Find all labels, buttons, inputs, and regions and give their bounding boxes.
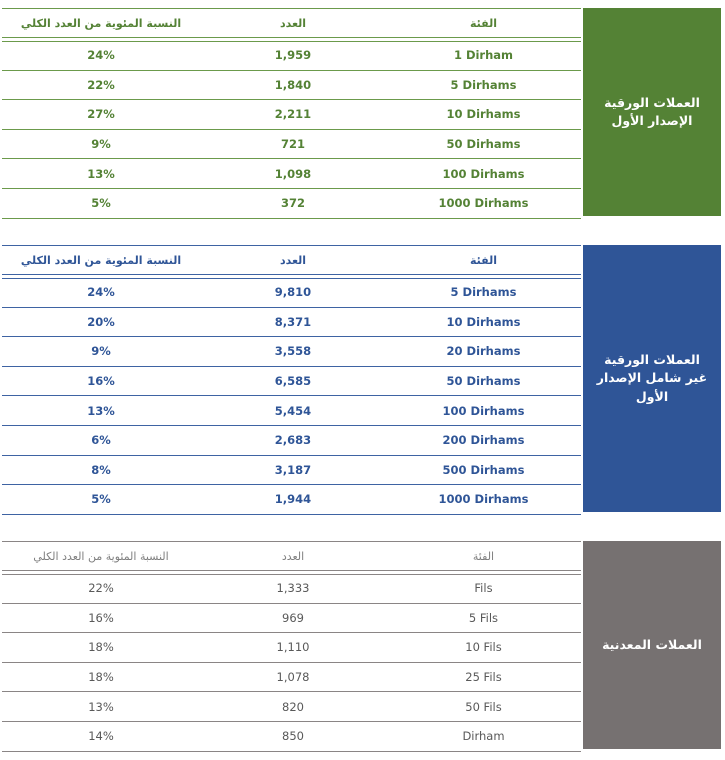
cell-percent: 8% [91,462,111,477]
section-title-line2: غير شامل الإصدار الأول [596,370,708,404]
table-header-row [2,9,581,37]
cell-percent: 22% [87,77,115,92]
cell-count: 9,810 [274,285,312,300]
cell-percent: 13% [87,166,115,181]
header-count: العدد [281,549,305,563]
cell-count: 8,371 [274,314,312,329]
header-count: العدد [279,253,307,267]
cell-count: 1,840 [274,77,312,92]
cell-count: 1,944 [274,492,312,507]
section-title-line1: العملات الورقية [604,352,700,368]
cell-category: Fils [474,581,493,596]
table-row [2,663,581,692]
header-category: الفئة [470,16,497,30]
cell-percent: 6% [91,433,111,448]
cell-percent: 27% [87,107,115,122]
data-table [2,541,581,749]
cell-percent: 18% [88,640,114,655]
table-row [2,367,581,396]
cell-count: 1,078 [276,670,310,685]
data-table [2,8,581,216]
cell-count: 820 [282,699,304,714]
row-divider [2,218,581,219]
cell-count: 3,187 [274,462,312,477]
cell-category: 200 Dirhams [442,433,525,448]
section-title-line1: العملات الورقية [604,94,700,110]
table-row [2,278,581,307]
cell-percent: 18% [88,670,114,685]
table-header-row [2,246,581,274]
table-row [2,633,581,662]
table-row [2,396,581,425]
section-title-panel [583,541,721,749]
cell-category: 1000 Dirhams [438,196,529,211]
table-row [2,159,581,188]
cell-category: 50 Dirhams [446,137,521,152]
table-row [2,71,581,100]
cell-percent: 9% [91,344,111,359]
cell-category: 500 Dirhams [442,462,525,477]
table-row [2,130,581,159]
cell-count: 1,333 [276,581,310,596]
table-row [2,189,581,218]
cell-count: 721 [280,137,305,152]
table-row [2,722,581,751]
cell-percent: 5% [91,196,111,211]
cell-percent: 13% [88,699,114,714]
section-title-panel [583,245,721,512]
cell-category: 1000 Dirhams [438,492,529,507]
row-divider [2,514,581,515]
cell-percent: 16% [87,374,115,389]
cell-category: 10 Dirhams [446,314,521,329]
cell-percent: 13% [87,403,115,418]
cell-percent: 14% [88,729,114,744]
cell-category: 5 Fils [468,610,499,625]
cell-category: 100 Dirhams [442,166,525,181]
cell-category: 50 Fils [465,699,502,714]
header-percent: النسبة المئوية من العدد الكلي [20,253,182,267]
section-first-issue [2,8,721,216]
cell-count: 969 [282,610,304,625]
cell-count: 1,098 [274,166,312,181]
table-row [2,604,581,633]
table-row [2,41,581,70]
cell-count: 3,558 [274,344,312,359]
cell-percent: 20% [87,314,115,329]
section-title-line1: العملات المعدنية [602,636,702,652]
cell-count: 1,110 [276,640,310,655]
cell-percent: 9% [91,137,111,152]
cell-count: 2,211 [274,107,312,122]
cell-count: 372 [280,196,305,211]
cell-category: 5 Dirhams [450,77,517,92]
header-percent: النسبة المئوية من العدد الكلي [33,549,169,563]
cell-count: 1,959 [274,48,312,63]
cell-percent: 22% [88,581,114,596]
table-row [2,692,581,721]
cell-category: Dirham [462,729,505,744]
cell-category: 1 Dirham [453,48,514,63]
table-header-row [2,542,581,570]
header-percent: النسبة المئوية من العدد الكلي [20,16,182,30]
table-row [2,456,581,485]
table-row [2,337,581,366]
cell-count: 2,683 [274,433,312,448]
header-category: الفئة [472,549,495,563]
cell-percent: 5% [91,492,111,507]
table-row [2,485,581,514]
cell-category: 100 Dirhams [442,403,525,418]
section-title-panel [583,8,721,216]
cell-category: 25 Fils [465,670,502,685]
table-row [2,100,581,129]
header-count: العدد [279,16,307,30]
cell-category: 10 Dirhams [446,107,521,122]
cell-category: 5 Dirhams [450,285,517,300]
section-title-line2: الإصدار الأول [611,113,693,128]
header-category: الفئة [470,253,497,267]
table-row [2,574,581,603]
section-coins [2,541,721,749]
cell-category: 10 Fils [465,640,502,655]
section-excluding-first-issue [2,245,721,512]
cell-count: 6,585 [274,374,312,389]
data-table [2,245,581,512]
cell-count: 850 [282,729,304,744]
cell-percent: 24% [87,285,115,300]
table-row [2,426,581,455]
cell-category: 20 Dirhams [446,344,521,359]
cell-count: 5,454 [274,403,312,418]
cell-percent: 16% [88,610,114,625]
cell-percent: 24% [87,48,115,63]
table-row [2,308,581,337]
cell-category: 50 Dirhams [446,374,521,389]
row-divider [2,751,581,752]
